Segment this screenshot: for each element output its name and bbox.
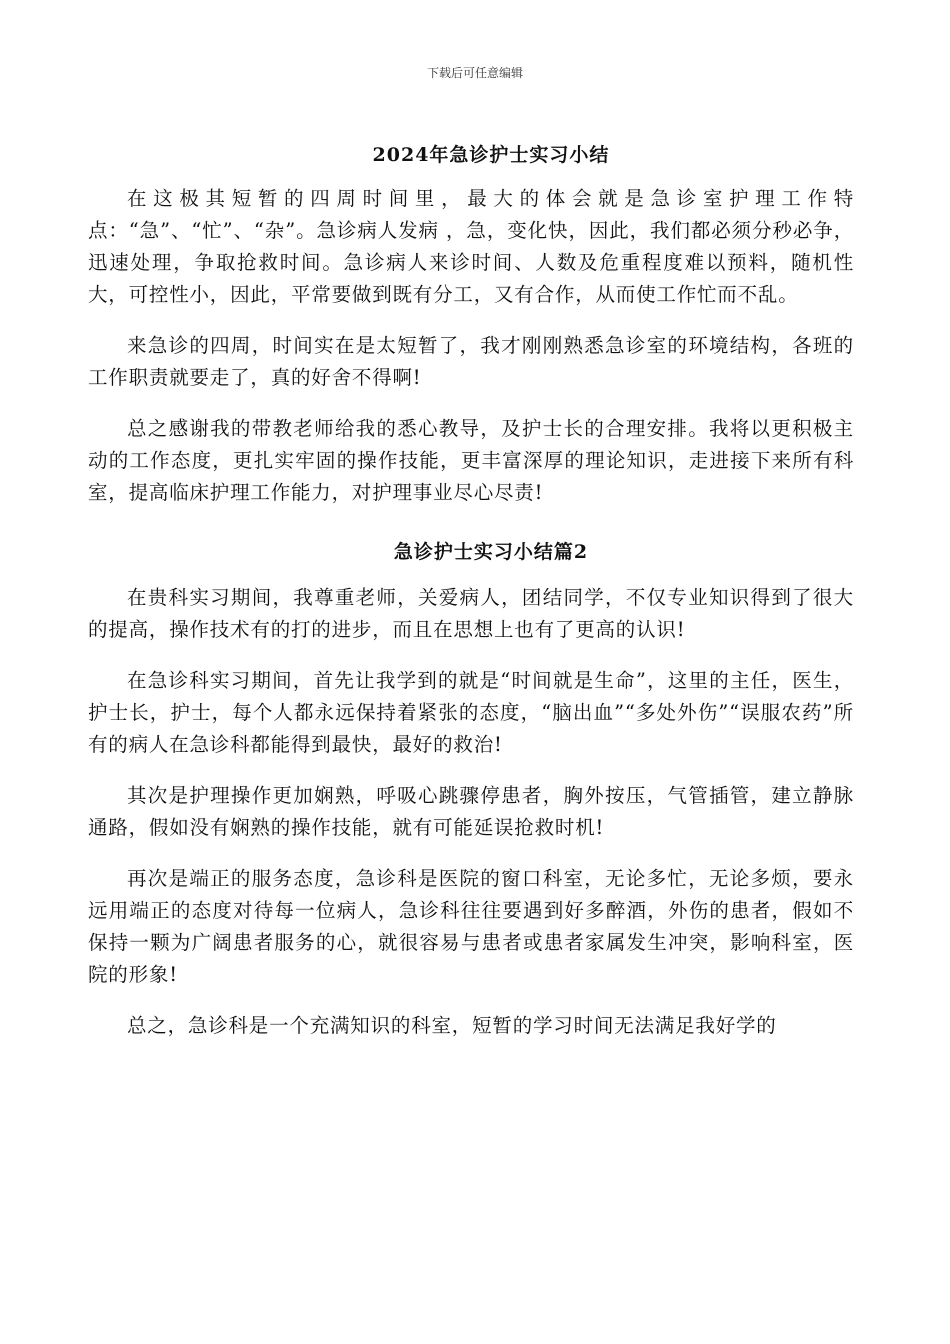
paragraph: 再次是端正的服务态度，急诊科是医院的窗口科室，无论多忙，无论多烦，要永远用端正的态度对待每一位病人，急诊科往往要遇到好多醉酒，外伤的患者，假如不保持一颗为广阔患者服务的心，就很容易与患者或患者家属发生冲突，影响科室，医院的形象! — [88, 867, 854, 986]
paragraph: 来急诊的四周，时间实在是太短暂了，我才刚刚熟悉急诊室的环境结构，各班的工作职责就要走了，真的好舍不得啊! — [88, 334, 854, 389]
paragraph: 其次是护理操作更加娴熟，呼吸心跳骤停患者，胸外按压，气管插管，建立静脉通路，假如没有娴熟的操作技能，就有可能延误抢救时机! — [88, 784, 854, 839]
paragraph: 总之，急诊科是一个充满知识的科室，短暂的学习时间无法满足我好学的 — [127, 1014, 777, 1037]
paragraph: 在急诊科实习期间，首先让我学到的就是“时间就是生命”，这里的主任，医生，护士长，护士，每个人都永远保持着紧张的态度，“脑出血”“多处外伤”“误服农药”所有的病人在急诊科都能得到最快，最好的救治! — [88, 669, 854, 756]
document-title: 2024年急诊护士实习小结 — [372, 144, 610, 166]
paragraph: 在贵科实习期间，我尊重老师，关爱病人，团结同学，不仅专业知识得到了很大的提高，操作技术有的打的进步，而且在思想上也有了更高的认识! — [88, 586, 854, 641]
paragraph: 在这极其短暂的四周时间里，最大的体会就是急诊室护理工作特点：“急”、“忙”、“杂”。急诊病人发病 ，急，变化快，因此，我们都必须分秒必争，迅速处理，争取抢救时间。急诊病人来诊时间、人数及危重程度难以预料，随机性大，可控性小，因此，平常要做到既有分工，又有合作，从而使工作忙而不乱。 — [88, 187, 854, 306]
document-body — [88, 140, 854, 1061]
section-heading: 急诊护士实习小结篇2 — [393, 541, 589, 563]
page-header-note: 下载后可任意编辑 — [426, 66, 523, 80]
paragraph: 总之感谢我的带教老师给我的悉心教导，及护士长的合理安排。我将以更积极主动的工作态度，更扎实牢固的操作技能，更丰富深厚的理论知识，走进接下来所有科室，提高临床护理工作能力，对护理事业尽心尽责! — [88, 417, 854, 504]
